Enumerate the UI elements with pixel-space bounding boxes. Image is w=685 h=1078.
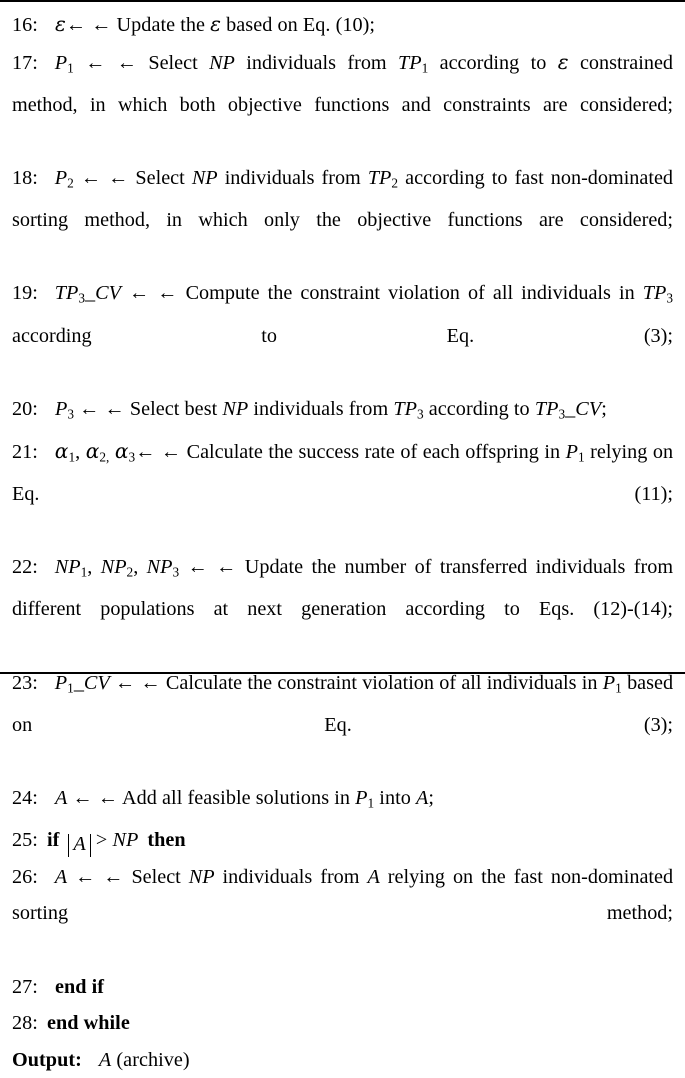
algorithm-step-18 xyxy=(12,160,673,275)
step-number-28: 28: xyxy=(12,1012,38,1035)
subscript-3: 3 xyxy=(558,406,566,422)
algorithm-step-28 xyxy=(12,1005,673,1042)
keyword-end-while: end while xyxy=(46,1012,130,1035)
subscript-3: 3 xyxy=(172,564,180,580)
step-22-text-a: ← Update the number of transferred individuals from different populations at next generation according to Eqs. (12)-(14); xyxy=(12,556,674,621)
step-number-16: 16: xyxy=(12,14,38,36)
var-NP: NP xyxy=(54,556,81,579)
var-A: A xyxy=(54,787,68,810)
var-P: P xyxy=(565,440,578,463)
algorithm-step-23 xyxy=(12,665,673,780)
step-16-text-b: based on Eq. (10); xyxy=(226,14,376,36)
algorithm-step-25 xyxy=(12,822,673,859)
assign-arrow: ← xyxy=(79,397,100,420)
epsilon-symbol-2: ε xyxy=(210,12,222,36)
subscript-2: 2 xyxy=(126,564,134,580)
var-NP: NP xyxy=(188,865,215,888)
var-A: A xyxy=(98,1048,112,1071)
subscript-3: 3 xyxy=(67,406,75,422)
subscript-3: 3 xyxy=(78,290,86,306)
keyword-then: then xyxy=(147,829,186,852)
assign-arrow: ← xyxy=(135,440,156,463)
output-label: Output: xyxy=(12,1048,82,1071)
step-number-20: 20: xyxy=(12,397,38,420)
epsilon-symbol: ε xyxy=(54,12,66,36)
step-number-25: 25: xyxy=(12,829,38,852)
assign-arrow: ← xyxy=(75,865,96,888)
step-number-24: 24: xyxy=(12,787,38,810)
subscript-1: 1 xyxy=(80,564,88,580)
subscript-1: 1 xyxy=(367,795,375,811)
var-P: P xyxy=(54,51,68,74)
var-CV-suffix: _CV xyxy=(73,671,110,694)
step-number-17: 17: xyxy=(12,51,38,74)
var-TP: TP xyxy=(367,166,392,189)
step-number-18: 18: xyxy=(12,166,38,189)
keyword-if: if xyxy=(46,829,60,852)
var-P: P xyxy=(355,787,368,810)
algorithm-step-16 xyxy=(12,6,673,44)
epsilon-symbol: ε xyxy=(557,49,569,74)
var-P: P xyxy=(54,166,68,189)
var-CV-suffix: _CV xyxy=(85,282,121,305)
step-18-text-a: ← Select xyxy=(108,166,185,189)
greater-than-operator: > xyxy=(95,829,108,852)
step-23-text-b: based on Eq. (3); xyxy=(12,671,674,736)
keyword-end-if: end if xyxy=(54,975,105,998)
step-17-text-d: constrained method, in which both objective functions and constraints are considered; xyxy=(12,51,674,116)
step-18-text-c: according to fast non-dominated sorting method, in which only the objective functions are considered; xyxy=(12,166,674,232)
algorithm-step-27 xyxy=(12,969,673,1006)
var-CV-suffix: _CV xyxy=(565,397,602,420)
var-A: A xyxy=(54,865,68,888)
step-19-text-b: according to Eq. (3); xyxy=(12,324,673,347)
var-A: A xyxy=(367,865,380,888)
comma: , xyxy=(133,556,139,579)
algorithm-step-26 xyxy=(12,859,673,969)
subscript-1: 1 xyxy=(421,60,429,76)
step-number-27: 27: xyxy=(12,975,38,998)
algorithm-step-21 xyxy=(12,433,673,549)
step-21-text-b: relying on Eq. (11); xyxy=(12,440,674,506)
assign-arrow: ← xyxy=(129,282,150,305)
step-24-text-a: ← Add all feasible solutions in xyxy=(97,787,350,810)
assign-arrow: ← xyxy=(114,671,136,694)
step-number-23: 23: xyxy=(12,671,38,694)
var-P: P xyxy=(54,671,68,694)
step-18-text-b: individuals from xyxy=(224,166,361,189)
step-19-text-a: ← Compute the constraint violation of all individuals in xyxy=(157,282,635,305)
step-17-text-a: ← Select xyxy=(116,51,198,74)
subscript-2: 2 xyxy=(391,175,399,191)
algorithm-step-19 xyxy=(12,275,673,390)
algorithm-step-17 xyxy=(12,44,673,160)
step-23-text-a: ← Calculate the constraint violation of all individuals in xyxy=(140,671,598,694)
var-A: A xyxy=(73,833,86,856)
var-NP: NP xyxy=(100,556,127,579)
var-NP: NP xyxy=(112,829,139,852)
step-24-text-c: ; xyxy=(428,787,435,810)
subscript-3: 3 xyxy=(128,449,136,465)
step-20-text-b: individuals from xyxy=(253,397,389,420)
step-20-text-d: ; xyxy=(601,397,607,420)
absolute-value-A xyxy=(68,834,90,857)
subscript-3: 3 xyxy=(416,406,424,422)
step-26-text-a: ← Select xyxy=(103,865,181,888)
output-annotation: (archive) xyxy=(116,1048,190,1071)
subscript-1: 1 xyxy=(67,60,74,76)
comma: , xyxy=(75,440,81,463)
var-P: P xyxy=(54,397,68,420)
subscript-1: 1 xyxy=(68,449,76,465)
alpha-symbol: α xyxy=(85,438,100,463)
alpha-symbol: α xyxy=(54,438,69,463)
var-TP: TP xyxy=(393,397,417,420)
step-17-text-b: individuals from xyxy=(246,51,387,74)
var-TP: TP xyxy=(54,282,79,305)
step-21-text-a: ← Calculate the success rate of each offspring in xyxy=(160,440,561,463)
algorithm-step-24 xyxy=(12,780,673,822)
step-number-19: 19: xyxy=(12,282,38,305)
assign-arrow: ← xyxy=(80,166,102,189)
comma: , xyxy=(106,449,110,465)
var-NP: NP xyxy=(191,166,218,189)
comma: , xyxy=(87,556,93,579)
subscript-1: 1 xyxy=(615,680,622,696)
step-number-21: 21: xyxy=(12,440,38,463)
var-NP: NP xyxy=(209,51,235,74)
step-number-22: 22: xyxy=(12,556,38,579)
var-P: P xyxy=(602,671,616,694)
assign-arrow: ← xyxy=(65,14,87,36)
step-24-text-b: into xyxy=(379,787,411,810)
algorithm-step-22 xyxy=(12,549,673,664)
step-26-text-b: individuals from xyxy=(222,865,360,888)
assign-arrow: ← xyxy=(187,556,208,579)
step-26-text-c: relying on the fast non-dominated sorting method; xyxy=(12,865,674,925)
subscript-1: 1 xyxy=(67,680,74,696)
algorithm-output-line xyxy=(12,1042,673,1078)
step-17-text-c: according to xyxy=(439,51,547,74)
var-NP: NP xyxy=(222,397,249,420)
subscript-1: 1 xyxy=(577,449,585,465)
algorithm-step-20 xyxy=(12,391,673,433)
var-A: A xyxy=(416,787,429,810)
alpha-symbol: α xyxy=(114,438,129,463)
subscript-2: 2 xyxy=(67,175,74,191)
step-number-26: 26: xyxy=(12,865,38,888)
var-NP: NP xyxy=(146,556,173,579)
var-TP: TP xyxy=(642,282,667,305)
step-20-text-a: ← Select best xyxy=(104,397,218,420)
assign-arrow: ← xyxy=(72,787,93,810)
step-16-text-a: ← Update the xyxy=(91,14,206,36)
step-20-text-c: according to xyxy=(428,397,530,420)
subscript-3: 3 xyxy=(666,290,674,306)
assign-arrow: ← xyxy=(85,51,106,74)
var-TP: TP xyxy=(398,51,422,74)
var-TP: TP xyxy=(534,397,559,420)
subscript-2: 2 xyxy=(99,449,106,465)
